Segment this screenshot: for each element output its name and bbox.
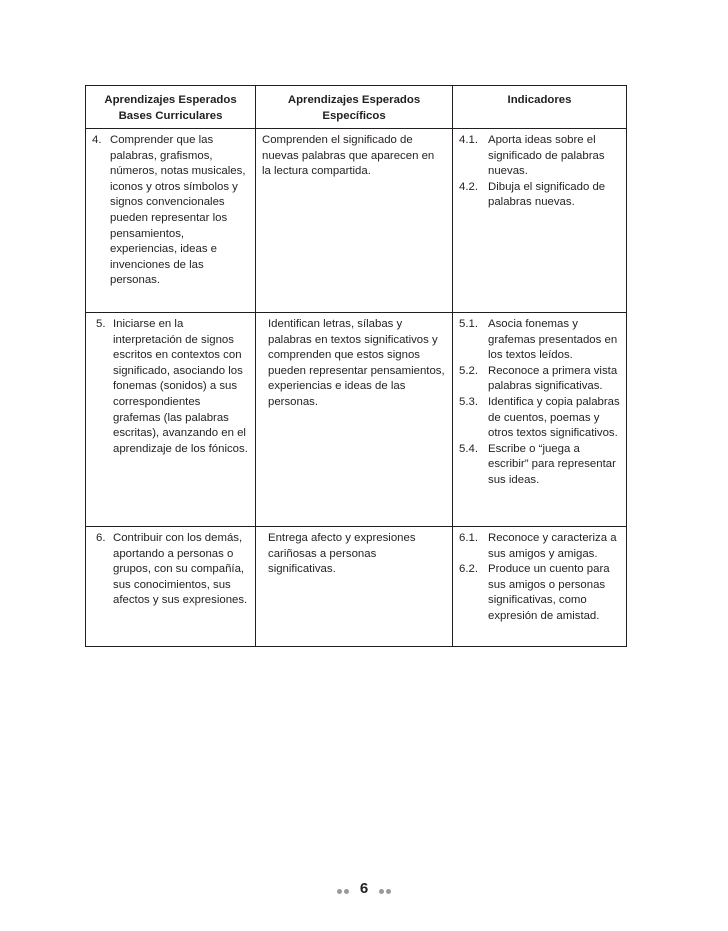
- indicator-number: 4.2.: [459, 180, 478, 193]
- indicator: [459, 133, 620, 180]
- indicator: [459, 562, 620, 624]
- table-row: [86, 128, 626, 312]
- indicator: [459, 180, 620, 211]
- indicator-text: Produce un cuento para sus amigos o personas significativas, como expresión de amistad.: [488, 563, 610, 622]
- base-text: Comprender que las palabras, grafismos, números, notas musicales, iconos y otros símbolos y signos convencionales pueden representar los pensamientos, experiencias, ideas e invenciones de las personas.: [110, 134, 246, 287]
- indicator-text: Aporta ideas sobre el significado de palabras nuevas.: [488, 134, 605, 178]
- table-row: [86, 312, 626, 526]
- decorative-dots-left: [336, 881, 350, 898]
- decorative-dots-right: [378, 881, 392, 898]
- especifico-cell: Entrega afecto y expresiones cariñosas a personas significativas.: [256, 527, 453, 646]
- indicator: [459, 531, 620, 562]
- base-text: Contribuir con los demás, aportando a personas o grupos, con su compañía, sus conocimientos, sus afectos y sus expresiones.: [113, 532, 248, 607]
- curriculum-table: [85, 85, 627, 647]
- indicadores-cell: [453, 129, 626, 312]
- base-cell: [86, 527, 256, 646]
- indicator-text: Reconoce a primera vista palabras significativas.: [488, 364, 618, 393]
- base-cell: [86, 129, 256, 312]
- especifico-cell: Identifican letras, sílabas y palabras en textos significativos y comprenden que estos signos pueden representar pensamientos, experiencias e ideas de las personas.: [256, 313, 453, 526]
- indicator-number: 6.2.: [459, 563, 478, 576]
- indicadores-cell: [453, 313, 626, 526]
- page-footer: [0, 880, 728, 898]
- base-cell: [86, 313, 256, 526]
- indicator-number: 4.1.: [459, 134, 478, 146]
- indicator-text: Escribe o “juega a escribir” para representar sus ideas.: [488, 442, 616, 486]
- indicator-text: Identifica y copia palabras de cuentos, poemas y otros textos significativos.: [488, 395, 620, 440]
- item-number: 4.: [92, 134, 102, 146]
- indicator-number: 5.4.: [459, 442, 478, 455]
- table-row: [86, 526, 626, 646]
- base-text: Iniciarse en la interpretación de signos escritos en contextos con significado, asociando los fonemas (sonidos) a sus correspondientes grafemas (las palabras escritas), avanzando en el aprendizaje de los fónicos.: [113, 318, 248, 455]
- item-number: 5.: [96, 318, 106, 330]
- header-indicadores: Indicadores: [507, 94, 572, 106]
- header-especificos: Aprendizajes Esperados Específicos: [256, 86, 453, 128]
- indicator: [459, 317, 620, 364]
- item-number: 6.: [96, 532, 106, 544]
- indicadores-cell: [453, 527, 626, 646]
- table-header-row: [86, 86, 626, 128]
- indicator-number: 5.1.: [459, 318, 478, 330]
- header-bases-curriculares: Aprendizajes Esperados Bases Curriculares: [86, 86, 256, 128]
- indicator-number: 5.3.: [459, 395, 478, 408]
- indicator: [459, 364, 620, 395]
- indicator-number: 5.2.: [459, 364, 478, 377]
- indicator-text: Asocia fonemas y grafemas presentados en los textos leídos.: [488, 318, 618, 362]
- indicator: [459, 442, 620, 489]
- especifico-cell: Comprenden el significado de nuevas palabras que aparecen en la lectura compartida.: [256, 129, 453, 312]
- indicator-number: 6.1.: [459, 532, 478, 544]
- indicator: [459, 395, 620, 442]
- page-number: 6: [359, 880, 369, 897]
- indicator-text: Dibuja el significado de palabras nuevas.: [488, 180, 606, 209]
- indicator-text: Reconoce y caracteriza a sus amigos y amigas.: [488, 532, 617, 560]
